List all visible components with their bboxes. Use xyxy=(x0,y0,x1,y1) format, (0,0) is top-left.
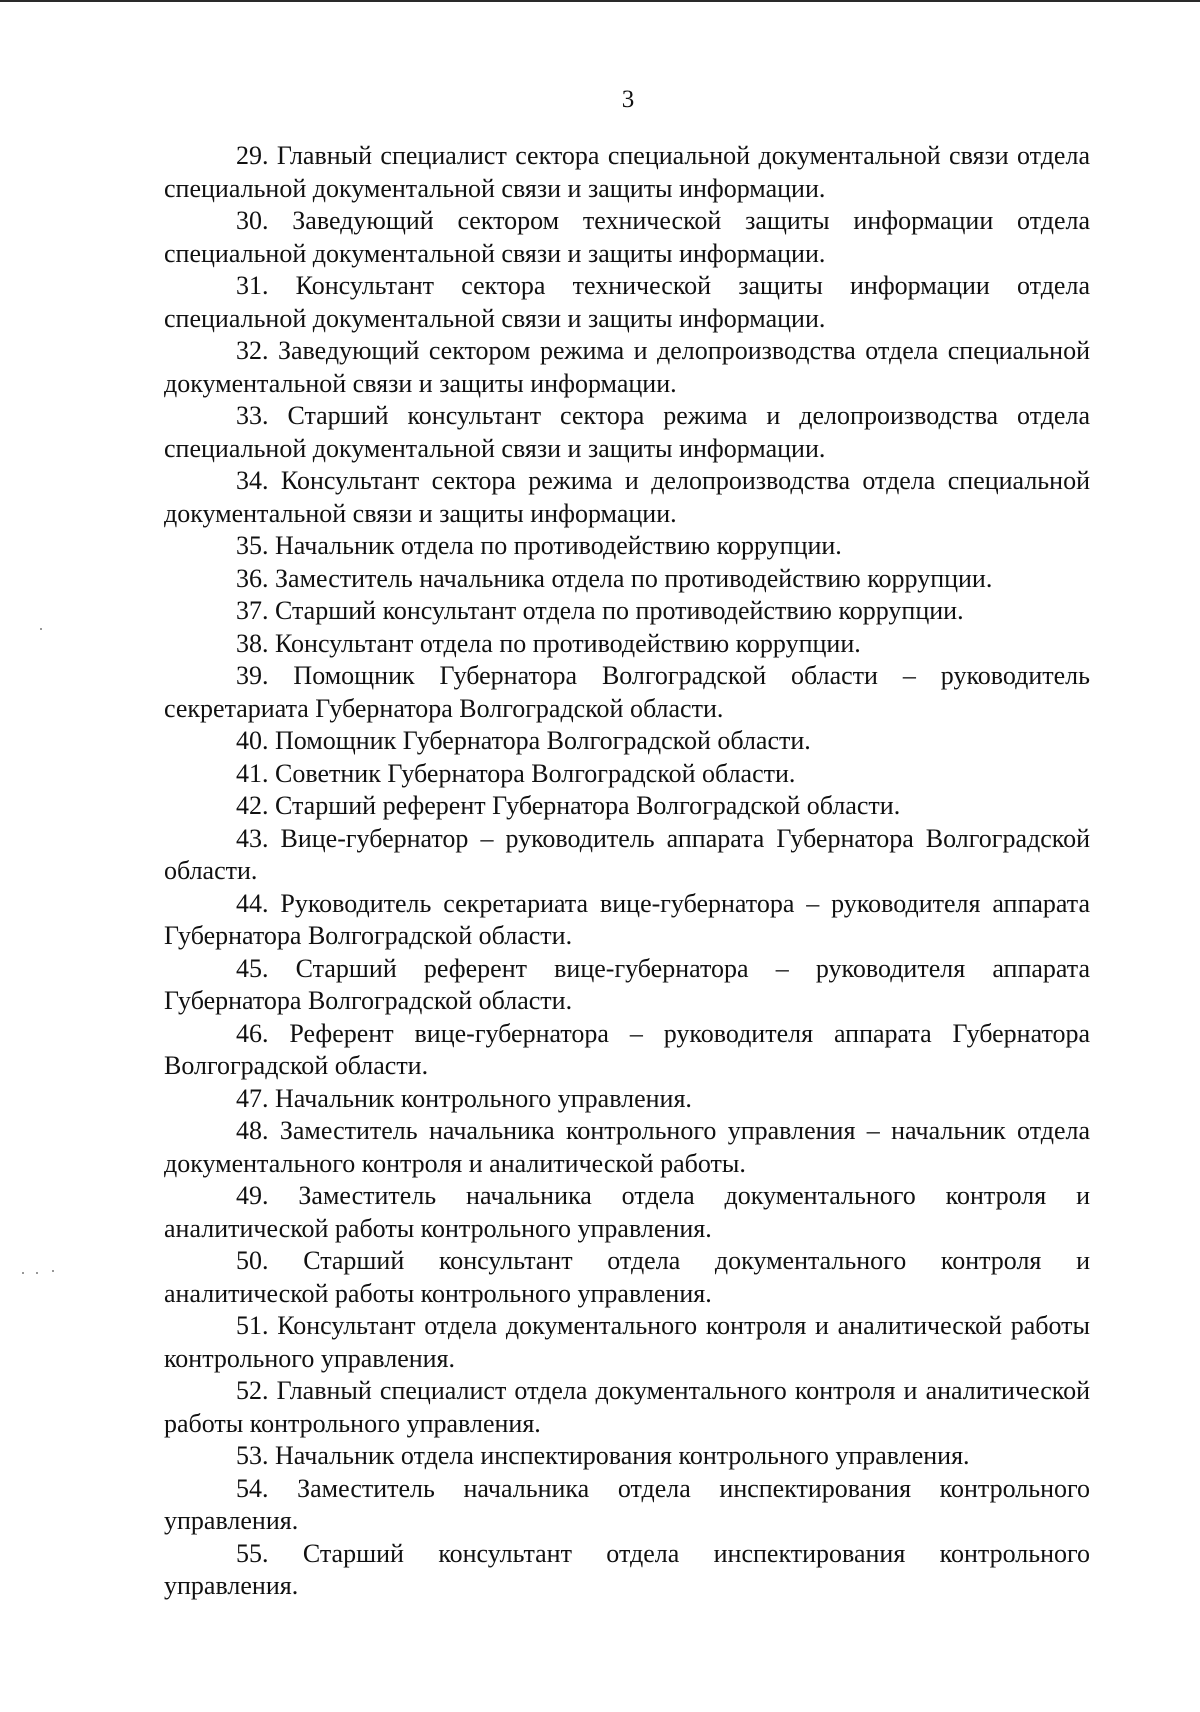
list-item: 32. Заведующий сектором режима и делопроизводства отдела специальной документальной связи и защиты информации. xyxy=(164,336,1090,398)
list-item: 36. Заместитель начальника отдела по противодействию коррупции. xyxy=(236,563,993,593)
list-item: 53. Начальник отдела инспектирования контрольного управления. xyxy=(236,1441,970,1470)
list-item: 44. Руководитель секретариата вице-губернатора – руководителя аппарата Губернатора Волгоградской области. xyxy=(164,888,1090,950)
list-item: 41. Советник Губернатора Волгоградской области. xyxy=(236,758,796,788)
list-item: 42. Старший референт Губернатора Волгоградской области. xyxy=(236,791,901,820)
scan-speck xyxy=(40,628,42,630)
list-item: 43. Вице-губернатор – руководитель аппарата Губернатора Волгоградской области. xyxy=(164,823,1090,885)
list-item: 34. Консультант сектора режима и делопроизводства отдела специальной документальной связи и защиты информации. xyxy=(164,466,1090,528)
list-item: 38. Консультант отдела по противодействию коррупции. xyxy=(236,628,861,658)
scan-speck xyxy=(22,1272,24,1274)
list-item: 55. Старший консультант отдела инспектирования контрольного управления. xyxy=(164,1538,1090,1600)
list-item: 50. Старший консультант отдела документального контроля и аналитической работы контрольного управления. xyxy=(164,1246,1090,1308)
list-item: 48. Заместитель начальника контрольного управления – начальник отдела документального контроля и аналитической работы. xyxy=(164,1116,1090,1178)
list-item: 39. Помощник Губернатора Волгоградской области – руководитель секретариата Губернатора Волгоградской области. xyxy=(164,661,1090,723)
scan-top-edge xyxy=(0,0,1200,2)
list-item: 54. Заместитель начальника отдела инспектирования контрольного управления. xyxy=(164,1473,1090,1535)
list-item: 29. Главный специалист сектора специальной документальной связи отдела специальной документальной связи и защиты информации. xyxy=(164,141,1090,203)
list-item: 31. Консультант сектора технической защиты информации отдела специальной документальной связи и защиты информации. xyxy=(164,271,1090,333)
list-item: 46. Референт вице-губернатора – руководителя аппарата Губернатора Волгоградской области. xyxy=(164,1018,1090,1080)
list-item: 40. Помощник Губернатора Волгоградской области. xyxy=(236,726,811,755)
list-item: 49. Заместитель начальника отдела документального контроля и аналитической работы контрольного управления. xyxy=(164,1181,1090,1243)
list-item: 35. Начальник отдела по противодействию коррупции. xyxy=(236,531,842,560)
scan-speck xyxy=(52,1270,54,1272)
list-item: 33. Старший консультант сектора режима и делопроизводства отдела специальной документальной связи и защиты информации. xyxy=(164,401,1090,463)
list-item: 30. Заведующий сектором технической защиты информации отдела специальной документальной связи и защиты информации. xyxy=(164,206,1090,268)
list-item: 52. Главный специалист отдела документального контроля и аналитической работы контрольного управления. xyxy=(164,1376,1090,1438)
list-item: 45. Старший референт вице-губернатора – руководителя аппарата Губернатора Волгоградской области. xyxy=(164,953,1090,1015)
scan-speck xyxy=(36,1272,38,1274)
page-number: 3 xyxy=(621,86,635,113)
document-body xyxy=(164,140,1090,1603)
list-item: 47. Начальник контрольного управления. xyxy=(236,1083,692,1113)
list-item: 51. Консультант отдела документального контроля и аналитической работы контрольного управления. xyxy=(164,1311,1090,1373)
list-item: 37. Старший консультант отдела по противодействию коррупции. xyxy=(236,596,964,625)
